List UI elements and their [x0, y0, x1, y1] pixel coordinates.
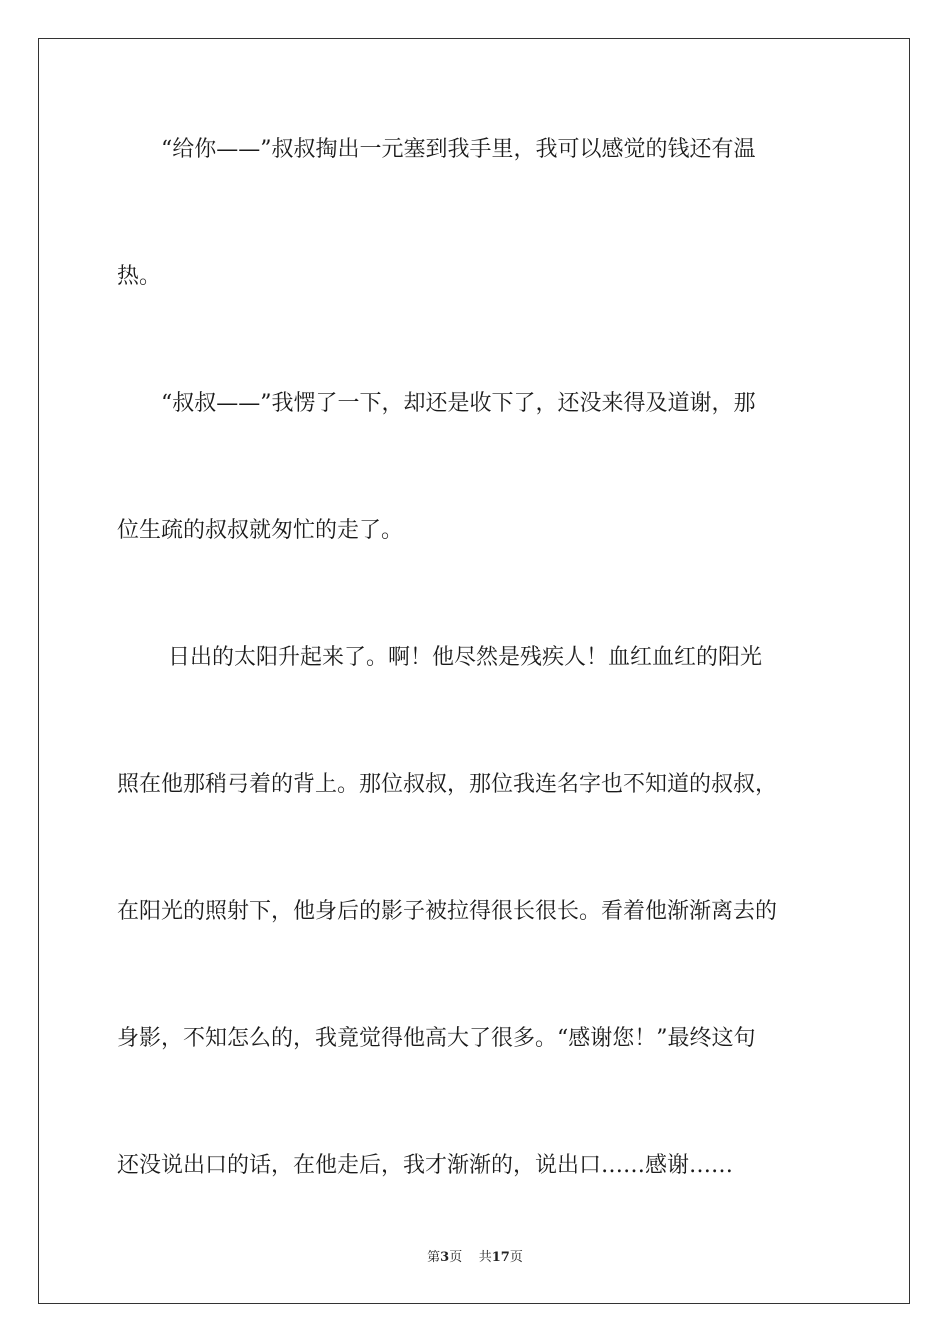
text-line: 日出的太阳升起来了。啊！他尽然是残疾人！血红血红的阳光 [117, 645, 762, 670]
text-line: 位生疏的叔叔就匆忙的走了。 [117, 518, 404, 543]
document-body [117, 118, 833, 1261]
page-suffix: 页 [449, 1250, 463, 1265]
total-count: 17 [491, 1250, 510, 1265]
page-footer [0, 1246, 950, 1265]
total-prefix: 共 [478, 1250, 492, 1265]
total-suffix: 页 [509, 1250, 523, 1265]
paragraph-1 [117, 118, 833, 372]
page-current: 3 [440, 1250, 450, 1265]
text-line: “给你——”叔叔掏出一元塞到我手里，我可以感觉的钱还有温 [117, 137, 756, 162]
page-total [479, 1250, 523, 1265]
paragraph-3 [117, 626, 833, 1261]
text-line: 还没说出口的话，在他走后，我才渐渐的，说出口……感谢…… [117, 1153, 734, 1178]
text-line: “叔叔——”我愣了一下，却还是收下了，还没来得及道谢，那 [117, 391, 756, 416]
text-line: 身影，不知怎么的，我竟觉得他高大了很多。“感谢您！”最终这句 [117, 1026, 756, 1051]
page-number [427, 1250, 462, 1265]
text-line: 在阳光的照射下，他身后的影子被拉得很长很长。看着他渐渐离去的 [117, 899, 778, 924]
text-line: 热。 [117, 264, 162, 289]
page-prefix: 第 [427, 1250, 441, 1265]
text-line: 照在他那稍弓着的背上。那位叔叔，那位我连名字也不知道的叔叔， [117, 772, 778, 797]
paragraph-2 [117, 372, 833, 626]
